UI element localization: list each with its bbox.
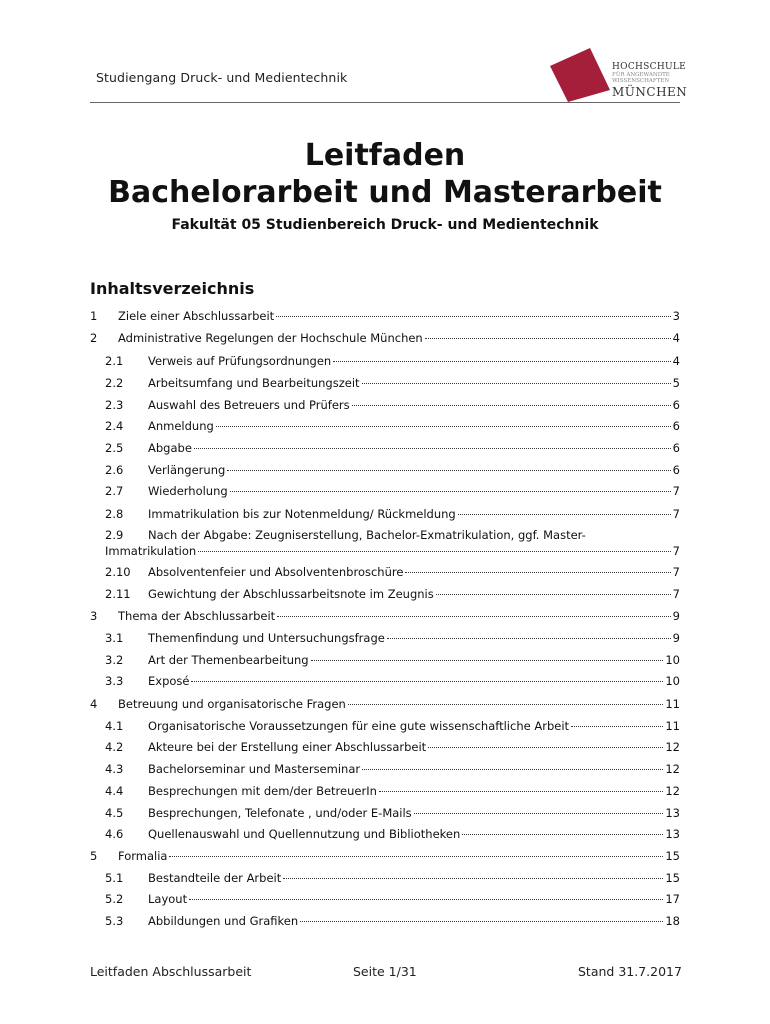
toc-entry-title: Exposé	[148, 674, 190, 688]
toc-leader-dots	[436, 594, 671, 595]
logo-text-muenchen: MÜNCHEN	[612, 85, 688, 99]
toc-entry-number: 3.1	[105, 631, 124, 645]
toc-entry[interactable]	[90, 585, 680, 603]
toc-entry-page: 6	[672, 419, 680, 433]
toc-entry-page: 5	[672, 376, 680, 390]
toc-entry-title: Formalia	[118, 849, 168, 863]
toc-leader-dots	[277, 616, 671, 617]
toc-leader-dots	[362, 383, 671, 384]
toc-entry[interactable]	[90, 847, 680, 865]
toc-entry-page: 17	[665, 892, 680, 906]
toc-entry-number: 2	[90, 331, 98, 345]
toc-entry-page: 6	[672, 441, 680, 455]
toc-entry-page: 11	[665, 719, 680, 733]
toc-entry[interactable]	[90, 651, 680, 669]
toc-entry-page: 7	[672, 544, 680, 558]
toc-entry[interactable]	[90, 825, 680, 843]
toc-entry-page: 18	[665, 914, 680, 928]
toc-leader-dots	[169, 856, 663, 857]
toc-entry-number: 2.11	[105, 587, 131, 601]
toc-leader-dots	[191, 681, 663, 682]
toc-entry-number: 4.1	[105, 719, 124, 733]
toc-entry-title: Auswahl des Betreuers und Prüfers	[148, 398, 350, 412]
logo-text-hochschule: HOCHSCHULE	[612, 62, 686, 72]
toc-leader-dots	[300, 921, 663, 922]
footer-page-number: Seite 1/31	[353, 964, 417, 979]
toc-leader-dots	[387, 638, 671, 639]
toc-entry-title: Quellenauswahl und Quellennutzung und Bibliotheken	[148, 827, 461, 841]
toc-entry-number: 4.4	[105, 784, 124, 798]
toc-leader-dots	[362, 769, 663, 770]
toc-entry[interactable]	[90, 439, 680, 457]
toc-entry-page: 6	[672, 463, 680, 477]
toc-entry[interactable]	[90, 374, 680, 392]
toc-entry-page: 15	[665, 871, 680, 885]
toc-entry-title: Anmeldung	[148, 419, 214, 433]
toc-leader-dots	[194, 448, 671, 449]
toc-entry-page: 4	[672, 354, 680, 368]
toc-entry[interactable]	[90, 607, 680, 625]
toc-entry-number: 2.7	[105, 484, 124, 498]
toc-entry-page: 12	[665, 784, 680, 798]
toc-entry-page: 10	[665, 674, 680, 688]
toc-entry-title: Ziele einer Abschlussarbeit	[118, 309, 275, 323]
toc-entry-number: 5.3	[105, 914, 124, 928]
toc-entry-number: 4.5	[105, 806, 124, 820]
toc-entry-page: 7	[672, 587, 680, 601]
toc-entry-page: 11	[665, 697, 680, 711]
toc-entry[interactable]	[90, 695, 680, 713]
toc-entry[interactable]	[90, 505, 680, 523]
toc-entry-number: 2.9	[105, 528, 124, 542]
toc-entry[interactable]	[90, 672, 680, 690]
toc-entry-page: 13	[665, 827, 680, 841]
toc-entry-number: 2.5	[105, 441, 124, 455]
toc-entry-number: 4.6	[105, 827, 124, 841]
document-title-line1: Leitfaden	[304, 138, 466, 173]
toc-entry-title: Abgabe	[148, 441, 192, 455]
toc-entry[interactable]	[90, 352, 680, 370]
toc-entry-page: 7	[672, 565, 680, 579]
toc-entry-number: 4.2	[105, 740, 124, 754]
toc-entry[interactable]	[90, 804, 680, 822]
toc-entry-page: 13	[665, 806, 680, 820]
toc-leader-dots	[311, 660, 664, 661]
footer-document-name: Leitfaden Abschlussarbeit	[90, 964, 252, 979]
toc-entry-title: Gewichtung der Abschlussarbeitsnote im Zeugnis	[148, 587, 434, 601]
toc-entry-page: 7	[672, 484, 680, 498]
toc-entry-title: Immatrikulation bis zur Notenmeldung/ Rückmeldung	[148, 507, 456, 521]
toc-entry-number: 2.8	[105, 507, 124, 521]
document-title-line2: Bachelorarbeit und Masterarbeit	[108, 175, 662, 210]
footer-date: Stand 31.7.2017	[578, 964, 682, 979]
toc-entry[interactable]	[90, 890, 680, 908]
toc-entry-page: 9	[672, 609, 680, 623]
toc-entry-page: 9	[672, 631, 680, 645]
toc-entry[interactable]	[90, 717, 680, 735]
toc-entry-number: 2.6	[105, 463, 124, 477]
toc-leader-dots	[333, 361, 670, 362]
toc-entry[interactable]	[90, 629, 680, 647]
toc-entry-number: 3	[90, 609, 98, 623]
toc-heading: Inhaltsverzeichnis	[90, 279, 255, 298]
toc-entry-page: 7	[672, 507, 680, 521]
toc-entry-title: Themenfindung und Untersuchungsfrage	[148, 631, 385, 645]
toc-entry-title: Abbildungen und Grafiken	[148, 914, 299, 928]
toc-entry[interactable]	[90, 417, 680, 435]
toc-leader-dots	[216, 426, 671, 427]
logo-text-line2: FÜR ANGEWANDTE	[612, 72, 670, 78]
toc-entry-page: 3	[672, 309, 680, 323]
toc-leader-dots	[425, 338, 671, 339]
toc-entry[interactable]	[90, 396, 680, 414]
toc-entry-title: Layout	[148, 892, 188, 906]
toc-entry-title: Absolventenfeier und Absolventenbroschüre	[148, 565, 404, 579]
toc-leader-dots	[189, 899, 663, 900]
toc-entry[interactable]	[90, 563, 680, 581]
toc-entry-number: 2.1	[105, 354, 124, 368]
toc-entry-title: Organisatorische Voraussetzungen für eine gute wissenschaftliche Arbeit	[148, 719, 570, 733]
toc-entry-number: 2.2	[105, 376, 124, 390]
toc-entry-title: Betreuung und organisatorische Fragen	[118, 697, 346, 711]
header-divider	[90, 102, 680, 103]
toc-entry-title: Verweis auf Prüfungsordnungen	[148, 354, 332, 368]
logo-text-line3: WISSENSCHAFTEN	[612, 78, 670, 84]
toc-entry-page: 4	[672, 331, 680, 345]
toc-entry-title-continued: Immatrikulation	[105, 544, 197, 558]
toc-entry-number: 5.2	[105, 892, 124, 906]
toc-entry-page: 6	[672, 398, 680, 412]
toc-entry[interactable]	[90, 461, 680, 479]
toc-entry-title: Verlängerung	[148, 463, 226, 477]
toc-leader-dots	[428, 747, 663, 748]
toc-entry-page: 10	[665, 653, 680, 667]
toc-leader-dots	[230, 491, 671, 492]
toc-leader-dots	[405, 572, 670, 573]
toc-entry-number: 5	[90, 849, 98, 863]
toc-entry[interactable]	[90, 329, 680, 347]
toc-leader-dots	[227, 470, 670, 471]
toc-entry-number: 4.3	[105, 762, 124, 776]
toc-entry-number: 1	[90, 309, 98, 323]
toc-entry-number: 3.3	[105, 674, 124, 688]
toc-leader-dots	[414, 813, 664, 814]
toc-entry-title: Nach der Abgabe: Zeugniserstellung, Bachelor-Exmatrikulation, ggf. Master-	[148, 528, 586, 542]
document-subtitle: Fakultät 05 Studienbereich Druck- und Medientechnik	[171, 217, 599, 233]
toc-leader-dots	[283, 878, 663, 879]
toc-leader-dots	[462, 834, 663, 835]
toc-entry-title: Arbeitsumfang und Bearbeitungszeit	[148, 376, 360, 390]
toc-leader-dots	[571, 726, 663, 727]
toc-entry-page: 15	[665, 849, 680, 863]
toc-entry-title: Art der Themenbearbeitung	[148, 653, 309, 667]
header-program: Studiengang Druck- und Medientechnik	[96, 70, 348, 85]
toc-entry-title: Bachelorseminar und Masterseminar	[148, 762, 361, 776]
toc-entry[interactable]	[90, 482, 680, 500]
toc-entry-title: Akteure bei der Erstellung einer Abschlussarbeit	[148, 740, 427, 754]
toc-leader-dots	[458, 514, 671, 515]
toc-leader-dots	[379, 791, 663, 792]
toc-entry-number: 5.1	[105, 871, 124, 885]
toc-entry-title: Besprechungen, Telefonate , und/oder E-Mails	[148, 806, 412, 820]
toc-entry-title: Thema der Abschlussarbeit	[118, 609, 276, 623]
toc-entry[interactable]	[90, 782, 680, 800]
toc-entry[interactable]	[90, 307, 680, 325]
university-logo	[542, 44, 688, 102]
toc-entry-number: 3.2	[105, 653, 124, 667]
toc-entry-number: 2.3	[105, 398, 124, 412]
toc-entry-title: Besprechungen mit dem/der BetreuerIn	[148, 784, 377, 798]
toc-entry[interactable]	[90, 760, 680, 778]
toc-entry[interactable]	[90, 738, 680, 756]
toc-leader-dots	[348, 704, 664, 705]
toc-entry[interactable]	[90, 912, 680, 930]
toc-entry-page: 12	[665, 762, 680, 776]
toc-entry-number: 4	[90, 697, 98, 711]
toc-entry[interactable]	[90, 869, 680, 887]
toc-leader-dots	[276, 316, 670, 317]
toc-leader-dots	[198, 551, 671, 552]
toc-entry-number: 2.10	[105, 565, 131, 579]
toc-entry-page: 12	[665, 740, 680, 754]
toc-entry-title: Bestandteile der Arbeit	[148, 871, 282, 885]
toc-entry-number: 2.4	[105, 419, 124, 433]
toc-leader-dots	[352, 405, 671, 406]
toc-entry-title: Wiederholung	[148, 484, 228, 498]
toc-entry-title: Administrative Regelungen der Hochschule München	[118, 331, 423, 345]
